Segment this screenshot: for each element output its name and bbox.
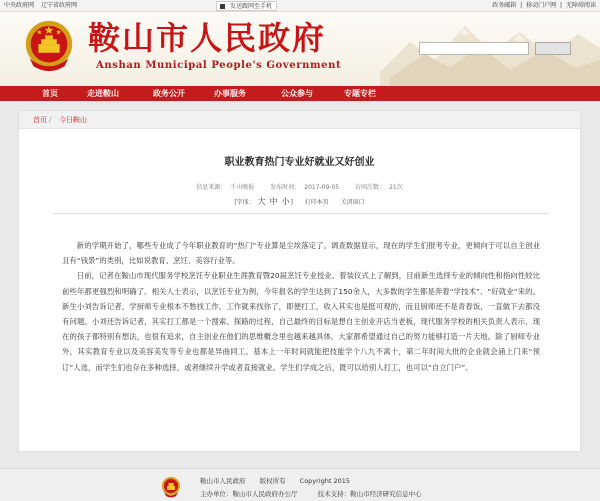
date-value: 2017-09-05 bbox=[304, 184, 340, 191]
top-links-right bbox=[490, 0, 596, 12]
article-title: 职业教育热门专业好就业又好创业 bbox=[224, 157, 375, 168]
footer-copyright bbox=[200, 476, 362, 485]
site-title: 鞍山市人民政府 bbox=[88, 19, 327, 57]
send-to-phone-button[interactable] bbox=[216, 1, 277, 11]
top-bar bbox=[0, 0, 600, 12]
article-paragraph: 日前，记者在鞍山市现代服务学校烹饪专业职业生涯教育暨20届烹饪专业授业、着装仪式上了解到，目前新生选择专业的倾向性和指向性较比前些年都更强烈和明确了。相关人士表示，以烹饪专业为例，今年报名的学生达到了150余人，大多数的学生都是奔着“学技术”、“好就业”来的。新生小刘告诉记者，学厨师专业根本不愁找工作，工作就来找你了，即便打工，收入其实也是挺可观的，而且厨师还不是青春饭，一直做下去都没有问题。小刘还告诉记者，其实打工都是一个搜索、探路的过程，自己最终的目标是想自主创业开店当老板，现代服务学校的相关负责人表示，现在的孩子都特别有想法，也很有追求，自主创业在他们的思维概念里也越来越具体，大家都希望通过自己的努力能够打造一片天地。除了厨师专业外，其实教育专业以及美容美发等专业也都是异曲同工。基本上一年时间就能把技能学个八九不离十，第二年时间大批的企业就会涌上门来“预订”人选，而学生们也存在多种选择，或者继续升学或者直接就业。学生们学成之后，既可以给别人打工，也可以“自立门户”。 bbox=[62, 271, 540, 372]
nav-item-about-anshan[interactable]: 走进鞍山 bbox=[87, 89, 119, 98]
article-paragraph: 新的学期开始了，哪些专业成了今年职业教育的“热门”专业算是尘埃落定了。调查数据显示，现在的学生们报考专业，更倾向于可以自主创业且有“钱景”的类别，比如说教育、烹饪、美容行业等。 bbox=[62, 241, 540, 266]
top-links-left bbox=[4, 0, 82, 12]
nav-item-gov-affairs[interactable]: 政务公开 bbox=[153, 89, 185, 98]
footer-copyright-year: Copyright 2015 bbox=[299, 477, 351, 485]
link-accessible-reading[interactable]: 无障碍阅读 bbox=[565, 2, 596, 9]
divider bbox=[53, 213, 549, 214]
search-button[interactable] bbox=[535, 42, 571, 55]
national-emblem-icon bbox=[160, 475, 182, 499]
font-size-close-bracket: ] bbox=[290, 199, 293, 206]
font-small-button[interactable]: 小 bbox=[281, 197, 290, 206]
print-page-button[interactable]: 打印本页 bbox=[304, 199, 329, 206]
site-header bbox=[0, 12, 600, 86]
close-window-button[interactable]: 关闭窗口 bbox=[340, 199, 365, 206]
font-medium-button[interactable]: 中 bbox=[269, 197, 278, 206]
article-panel bbox=[18, 110, 581, 452]
site-footer bbox=[0, 468, 600, 501]
views-value: 21次 bbox=[389, 184, 403, 191]
search-input[interactable] bbox=[419, 42, 529, 55]
nav-item-home[interactable]: 首页 bbox=[42, 89, 58, 98]
link-gov-mail[interactable]: 政务邮箱 bbox=[492, 2, 517, 9]
font-size-label: [字体： bbox=[234, 199, 255, 206]
font-large-button[interactable]: 大 bbox=[257, 197, 266, 206]
nav-item-services[interactable]: 办事服务 bbox=[214, 89, 246, 98]
link-central-gov[interactable]: 中央政府网 bbox=[4, 2, 35, 9]
footer-tech-support: 技术支持：鞍山市经济研究信息中心 bbox=[317, 490, 422, 498]
source-value: 千山晚报 bbox=[230, 184, 255, 191]
link-separator: | bbox=[520, 2, 523, 9]
main-nav bbox=[0, 86, 600, 101]
qr-code-icon bbox=[220, 4, 225, 9]
breadcrumb-separator: / bbox=[49, 116, 52, 124]
link-separator: | bbox=[560, 2, 563, 9]
date-label: 发布时间： bbox=[270, 184, 301, 191]
footer-sponsor: 主办单位：鞍山市人民政府办公厅 bbox=[200, 490, 298, 498]
source-label: 信息来源： bbox=[196, 184, 227, 191]
nav-item-public-participation[interactable]: 公众参与 bbox=[281, 89, 313, 98]
footer-rights: 版权所有 bbox=[259, 477, 286, 485]
breadcrumb bbox=[19, 111, 580, 129]
article-tools bbox=[19, 196, 580, 207]
footer-credits bbox=[200, 489, 440, 498]
article-meta bbox=[19, 182, 580, 191]
article-body bbox=[62, 238, 540, 375]
send-to-phone-label: 发送跟网至手机 bbox=[230, 3, 273, 10]
views-label: 访问次数： bbox=[355, 184, 386, 191]
breadcrumb-home[interactable]: 首页 bbox=[33, 116, 47, 124]
site-subtitle: Anshan Municipal People's Government bbox=[96, 60, 342, 71]
nav-item-special-topics[interactable]: 专题专栏 bbox=[344, 89, 376, 98]
footer-org: 鞍山市人民政府 bbox=[200, 477, 246, 485]
breadcrumb-current[interactable]: 今日鞍山 bbox=[59, 116, 87, 124]
link-liaoning-gov[interactable]: 辽宁省政府网 bbox=[40, 2, 77, 9]
national-emblem-icon bbox=[20, 16, 78, 76]
link-mobile-portal[interactable]: 移动门户网 bbox=[526, 2, 557, 9]
